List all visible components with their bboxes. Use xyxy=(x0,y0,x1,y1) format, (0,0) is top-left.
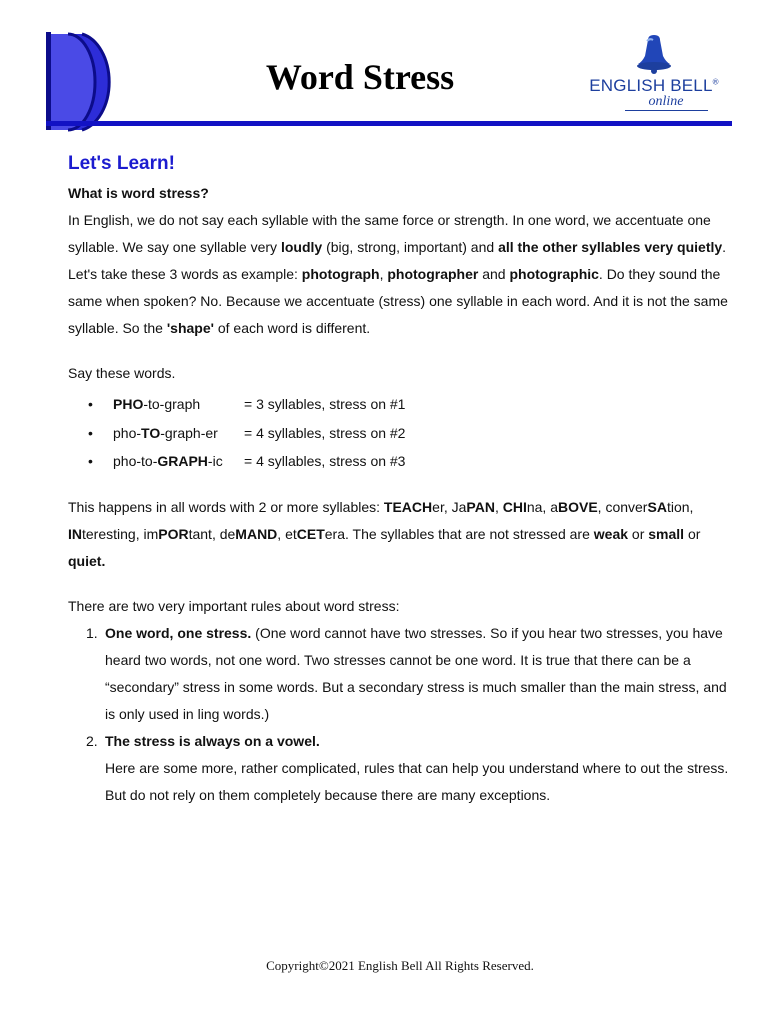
bold-text: GRAPH xyxy=(157,453,208,469)
text-run: , xyxy=(379,266,388,282)
text-run: pho- xyxy=(113,424,142,441)
rule-item xyxy=(86,728,732,809)
intro-paragraph xyxy=(68,207,732,261)
text-run: er, Ja xyxy=(432,498,467,515)
text-run: na, a xyxy=(526,498,558,515)
bold-text: quiet. xyxy=(68,552,106,569)
syllable-word xyxy=(113,447,244,476)
bold-text: photographic xyxy=(509,266,599,282)
syllable-word xyxy=(113,419,244,448)
question-heading: What is word stress? xyxy=(68,185,209,201)
list-item xyxy=(88,447,732,476)
rules-list xyxy=(68,620,732,809)
bell-icon xyxy=(584,32,724,82)
examples-paragraph xyxy=(68,494,732,575)
brand-tagline: online xyxy=(584,94,748,110)
text-run: era. The syllables that are not stressed are xyxy=(324,525,594,542)
bold-text: PAN xyxy=(466,498,495,515)
text-run: tion, xyxy=(666,498,694,515)
bold-text: BOVE xyxy=(557,498,598,515)
text-run: pho-to- xyxy=(113,453,158,469)
bold-text: CHI xyxy=(502,498,527,515)
syllable-info: = 4 syllables, stress on #2 xyxy=(244,424,406,441)
text-run: , et xyxy=(277,525,297,542)
bold-text: weak xyxy=(593,525,629,542)
text-run: , xyxy=(494,498,503,515)
text-run: and xyxy=(478,266,510,282)
bold-text: 'shape' xyxy=(166,320,214,336)
bold-text: TO xyxy=(141,424,161,441)
rule-number: 1. xyxy=(86,624,98,641)
lesson-content xyxy=(68,148,732,809)
example-paragraph xyxy=(68,261,732,342)
text-run: , conver xyxy=(597,498,648,515)
brand-name: ENGLISH BELL® xyxy=(589,76,719,95)
bold-text: small xyxy=(648,525,685,542)
bold-text: loudly xyxy=(280,239,323,255)
say-words-text: Say these words. xyxy=(68,365,176,381)
rule-text xyxy=(105,733,320,749)
bold-text: One word, one stress. xyxy=(105,624,252,641)
rule-text xyxy=(105,625,727,722)
bold-text: all the other syllables very quietly xyxy=(498,239,723,255)
rule-item xyxy=(86,620,732,728)
text-run: Let's take these 3 words as example: xyxy=(68,266,302,282)
list-item xyxy=(88,390,732,419)
bold-text: photograph xyxy=(301,266,380,282)
syllable-info: = 4 syllables, stress on #3 xyxy=(244,453,406,469)
text-run: This happens in all words with 2 or more syllables: xyxy=(68,498,384,515)
syllable-word xyxy=(113,390,244,419)
english-bell-logo xyxy=(584,32,724,112)
rules-intro: There are two very important rules about word stress: xyxy=(68,597,400,614)
text-run: . xyxy=(722,239,727,255)
section-title: Let's Learn! xyxy=(68,153,175,174)
copyright-footer: Copyright©2021 English Bell All Rights Reserved. xyxy=(266,958,534,973)
text-run: -to-graph xyxy=(143,396,201,412)
text-run: or xyxy=(628,525,649,542)
bold-text: photographer xyxy=(387,266,479,282)
bold-text: CET xyxy=(296,525,325,542)
pronunciation-list xyxy=(68,390,732,476)
bold-text: IN xyxy=(68,525,82,542)
rule-number: 2. xyxy=(86,732,98,749)
text-run: (big, strong, important) and xyxy=(322,239,499,255)
text-run: . Do they sound the same when spoken? No. Because we accentuate (stress) one syllable in each word. And it is not the same syllable. So the xyxy=(68,266,728,336)
list-item xyxy=(88,419,732,448)
bold-text: The stress is always on a vowel. xyxy=(105,732,320,749)
half-moon-logo-icon xyxy=(42,30,120,132)
bold-text: PHO xyxy=(113,396,144,412)
text-run: -ic xyxy=(207,453,223,469)
bold-text: TEACH xyxy=(383,498,433,515)
document-header xyxy=(0,0,768,140)
text-run: In English, we do not say each syllable with the same force or strength. In one word, we accentuate one syllable. We say one syllable very xyxy=(68,212,711,255)
text-run: or xyxy=(684,525,701,542)
bold-text: SA xyxy=(647,498,667,515)
bold-text: MAND xyxy=(235,525,278,542)
header-divider xyxy=(46,121,732,126)
text-run: of each word is different. xyxy=(213,320,371,336)
text-run: -graph-er xyxy=(160,424,218,441)
text-run: teresting, im xyxy=(82,525,159,542)
syllable-info: = 3 syllables, stress on #1 xyxy=(244,396,406,412)
document-title: Word Stress xyxy=(265,57,455,97)
text-run: tant, de xyxy=(188,525,236,542)
rule-extra-text: Here are some more, rather complicated, rules that can help you understand where to out the stress. But do not rely on them completely because there are many exceptions. xyxy=(105,759,729,803)
bold-text: POR xyxy=(158,525,189,542)
text-run: (One word cannot have two stresses. So if you hear two stresses, you have heard two words, not one word. Two stresses cannot be one word. It is true that there can be a “secondary” stress in some words. But a secondary stress is much smaller than the main stress, and is only used in ling words.) xyxy=(105,624,727,722)
